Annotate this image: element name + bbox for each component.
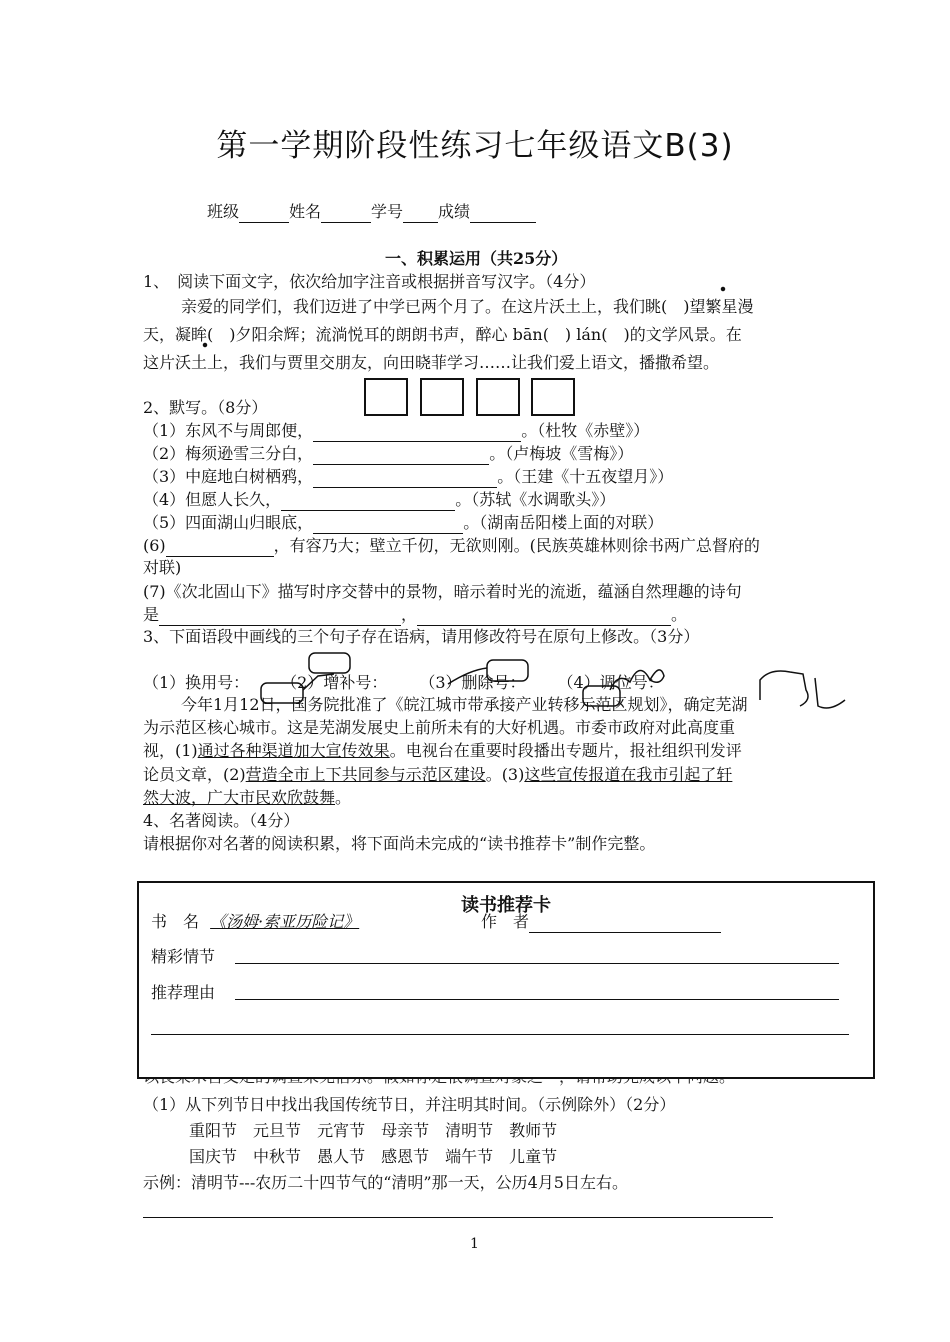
score-label: 成绩 xyxy=(438,202,471,221)
q2-prompt: 2、默写。（8分） xyxy=(143,398,268,417)
faulty-sentence-3[interactable]: 这些宣传报道在我市引起了轩 xyxy=(524,765,733,784)
festival-item[interactable]: 教师节 xyxy=(509,1121,558,1140)
q5-sub1: （1）从下列节日中找出我国传统节日，并注明其时间。（示例除外）（2分） xyxy=(143,1095,676,1114)
q2-item-6: (6) ，有容乃大；壁立千仞，无欲则刚。(民族英雄林则徐书两广总督府的 xyxy=(143,536,760,555)
q3-symbol-legend: （1）换用号： （2）增补号： （3）删除号： （4）调位号： xyxy=(143,673,664,692)
q1-prompt: 1、 阅读下面文字，依次给加字注音或根据拼音写汉字。（4分） xyxy=(143,272,596,291)
festival-item[interactable]: 母亲节 xyxy=(381,1121,430,1140)
q3-passage-line1: 今年1月12日，国务院批准了《皖江城市带承接产业转移示范区规划》，确定芜湖 xyxy=(181,695,748,714)
book-name: 《汤姆·索亚历险记》 xyxy=(210,912,360,931)
page-title: 第一学期阶段性练习七年级语文B(3) xyxy=(216,128,734,164)
replace-symbol-box xyxy=(309,653,350,673)
dot-mark xyxy=(204,344,207,347)
festival-item[interactable]: 清明节 xyxy=(445,1121,494,1140)
festival-item[interactable]: 元宵节 xyxy=(317,1121,366,1140)
transpose-symbol xyxy=(760,671,808,706)
reason-label: 推荐理由 xyxy=(151,983,216,1002)
section-heading: 一、积累运用（共25分） xyxy=(385,249,568,268)
delete-symbol-box xyxy=(583,686,620,706)
faulty-sentence-3-cont[interactable]: 然大波，广大市民欢欣鼓舞 xyxy=(143,788,336,807)
festival-item[interactable]: 端午节 xyxy=(445,1147,494,1166)
q2-item-7: (7)《次北固山下》描写时序交替中的景物，暗示着时光的流逝，蕴涵自然理趣的诗句 xyxy=(143,582,742,601)
replace-symbol-box xyxy=(261,683,303,703)
q4-prompt: 4、名著阅读。（4分） xyxy=(143,811,300,830)
festival-item[interactable]: 元旦节 xyxy=(253,1121,302,1140)
dotted-char: 眸 xyxy=(191,325,208,344)
q3-prompt: 3、下面语段中画线的三个句子存在语病，请用修改符号在原句上修改。（3分） xyxy=(143,627,700,646)
q2-item-6-cont: 对联) xyxy=(143,558,182,577)
q2-item-4: （4）但愿人长久， 。（苏轼《水调歌头》） xyxy=(143,490,616,509)
transpose-symbol xyxy=(815,678,845,708)
book-label: 书 名 xyxy=(151,912,200,931)
festival-item[interactable]: 中秋节 xyxy=(253,1147,302,1166)
festival-item[interactable]: 重阳节 xyxy=(189,1121,238,1140)
festival-item[interactable]: 儿童节 xyxy=(509,1147,558,1166)
q3-passage-line5: 然大波，广大市民欢欣鼓舞。 xyxy=(143,788,352,807)
dotted-char: 眺 xyxy=(645,297,662,316)
q2-item-1: （1）东风不与周郎便， 。（杜牧《赤壁》） xyxy=(143,421,650,440)
faulty-sentence-1[interactable]: 通过各种渠道加大宣传效果 xyxy=(197,741,390,760)
q1-passage-line2: 天，凝眸( )夕阳余辉；流淌悦耳的朗朗书声，醉心 bān( ) lán( )的文学风景。在 xyxy=(143,325,742,344)
name-label: 姓名 xyxy=(289,202,322,221)
q3-passage-line2: 为示范区核心城市。这是芜湖发展史上前所未有的大好机遇。市委市政府对此高度重 xyxy=(143,718,736,737)
id-label: 学号 xyxy=(371,202,404,221)
festival-item[interactable]: 国庆节 xyxy=(189,1147,238,1166)
q2-item-2: （2）梅须逊雪三分白， 。（卢梅坡《雪梅》） xyxy=(143,444,634,463)
dot-mark xyxy=(722,288,725,291)
q5-example: 示例：清明节---农历二十四节气的“清明”那一天，公历4月5日左右。 xyxy=(143,1173,628,1192)
class-label: 班级 xyxy=(207,202,240,221)
page-number: 1 xyxy=(470,1236,479,1252)
festival-item[interactable]: 愚人节 xyxy=(317,1147,366,1166)
faulty-sentence-2[interactable]: 营造全市上下共同参与示范区建设 xyxy=(245,765,486,784)
insert-symbol-box xyxy=(487,660,528,681)
plot-label: 精彩情节 xyxy=(151,947,216,966)
card-title: 读书推荐卡 xyxy=(461,895,551,916)
q3-passage-line4: 论员文章，(2)营造全市上下共同参与示范区建设。(3)这些宣传报道在我市引起了轩 xyxy=(143,765,733,784)
q4-instruction: 请根据你对名著的阅读积累，将下面尚未完成的“读书推荐卡”制作完整。 xyxy=(143,834,656,853)
q1-passage-line3: 这片沃土上，我们与贾里交朋友，向田晓菲学习……让我们爱上语文，播撒希望。 xyxy=(143,353,720,372)
q2-item-5: （5）四面湖山归眼底， 。（湖南岳阳楼上面的对联） xyxy=(143,513,664,532)
festival-item[interactable]: 感恩节 xyxy=(381,1147,430,1166)
q1-passage-line1: 亲爱的同学们，我们迈进了中学已两个月了。在这片沃土上，我们眺( )望繁星漫 xyxy=(181,297,754,316)
replace-symbol-line xyxy=(303,674,334,690)
author-label: 作 者 xyxy=(481,912,530,931)
q3-passage-line3: 视，(1)通过各种渠道加大宣传效果。电视台在重要时段播出专题片，报社组织刊发评 xyxy=(143,741,742,760)
insert-symbol-line xyxy=(448,668,487,684)
q2-item-7-answer: 是 ， 。 xyxy=(143,605,688,624)
q2-item-3: （3）中庭地白树栖鸦， 。（王建《十五夜望月》） xyxy=(143,467,674,486)
